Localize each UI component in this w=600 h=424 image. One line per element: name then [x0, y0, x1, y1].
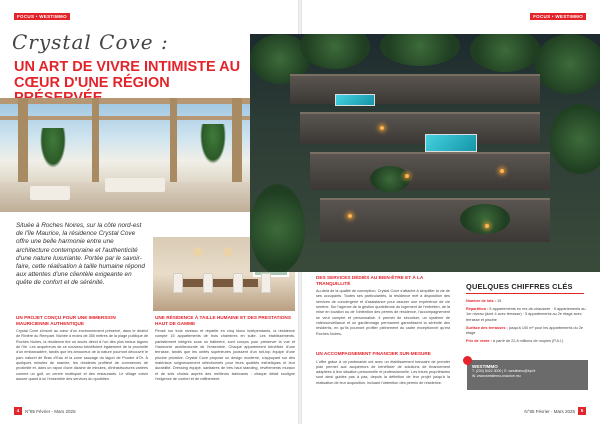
- photo-terrace: [310, 152, 550, 190]
- script-title: Crystal Cove :: [12, 30, 169, 54]
- photo-terrace: [320, 198, 550, 242]
- photo-palm: [200, 124, 226, 164]
- key-figures-title: QUELQUES CHIFFRES CLÉS: [466, 282, 573, 291]
- photo-beam: [0, 98, 250, 104]
- article-column-1: [16, 315, 148, 382]
- photo-chair: [173, 273, 183, 293]
- photo-terrace: [300, 112, 540, 144]
- photo-pool: [335, 94, 375, 106]
- photo-beam: [0, 116, 250, 120]
- article-column-3: [316, 275, 450, 337]
- photo-tree: [535, 34, 600, 94]
- photo-tree: [550, 104, 600, 174]
- headline-line-2: CŒUR D'UNE RÉGION: [14, 74, 170, 91]
- headline-line-1: UN ART DE VIVRE INTIMISTE AU: [14, 59, 241, 75]
- contact-phone-email: T. (230) 5422 3000 | E. westimmo@bpi.fr: [472, 369, 536, 373]
- photo-table: [178, 279, 258, 287]
- key-figures-rule: [466, 293, 584, 294]
- photo-tree: [370, 166, 410, 192]
- photo-palm: [40, 128, 66, 168]
- photo-chair: [261, 273, 271, 293]
- photo-tree: [460, 204, 510, 234]
- photo-tree: [380, 34, 460, 66]
- photo-sofa: [105, 178, 165, 192]
- photo-tree: [250, 184, 305, 272]
- photo-sofa: [30, 186, 70, 200]
- intro-paragraph: Située à Roches Noires, sur la côte nord-est de l'île Maurice, la résidence Crystal Cove offre une belle harmonie entre une architecture contemporaine et l'authenticité d'une nature luxuriante. Portée par le savoir-faire, cette réalisation à taille humaine répond aux attentes d'une clientèle exigeante en quête de confort et de sérénité.: [16, 222, 145, 287]
- section-tag-right: FOCUS • WESTIMMO: [530, 13, 586, 20]
- living-room-photo: [0, 98, 250, 212]
- photo-chair: [203, 273, 213, 293]
- key-figure-item: Surface des terrasses : jusqu'à 100 m² pour les appartements du 2e étage: [466, 325, 584, 336]
- key-figure-item: Prix de vente : à partir de 22,8 millions de roupies (P.A.I.): [466, 339, 564, 344]
- section-body: Crystal Cove s'inscrit au cœur d'un environnement préservé, dans le district de Rivière du Rempart. Nichée à moins de 350 mètres de la plage publique de Roches Noires, la résidence tire un accès direct à l'un des plus beaux lagons de l'île. Les acquéreurs de ce nouveau bénéficient également de la proximité d'un embarcadère, tandis que les amoureux de la nature pourront découvrir le parc naturel de Bras d'Eau et la zone sauvage du lagon de Poudre d'Or. À quelques minutes de marche, les résidents profitent de commerces de proximité et, dans un rayon d'une dizaine de minutes, d'infrastructures variées comme un golf, un centre multisport et des restaurants. Le village voisin assure quant à lui l'ensemble des services du quotidien.: [16, 329, 148, 381]
- key-figures-box: [466, 282, 588, 347]
- photo-tree: [300, 34, 370, 69]
- section-heading: UN ACCOMPAGNEMENT FINANCIER SUR-MESURE: [316, 351, 431, 356]
- section-body: Au-delà de la qualité de conception, Crystal Cove s'attache à simplifier la vie de ses occupants. Toutes ses particularités, la résidence met à disposition des services de conciergerie et d'assistance pour assurer une expérience de vie sereine. Sur l'agence de la gestion quotidienne du logement de l'entretien, de la mise en location ou de l'obtention des permis de résidence, l'accompagnement se veut complet et personnalisé. Il permet de sécuriser, un système de vidéosurveillance et un gardiennage permanent garantissent la sérénité des résidents, en qu'ils pourront profiter pleinement du cadre exceptionnel qu'est Roches Noires.: [316, 289, 450, 336]
- folio-right: [524, 407, 586, 415]
- issue-label: N°85 Février - Mars 2025: [25, 408, 76, 414]
- photo-chair: [233, 273, 243, 293]
- key-figure-item: Nombre de lots : 15: [466, 299, 502, 303]
- section-heading: DES SERVICES DÉDIÉS AU BIEN-ÊTRE ET À LA TRANQUILLITÉ: [316, 275, 424, 286]
- article-column-2: [155, 315, 295, 382]
- section-body: Pensé sur trois niveaux et répartie en cinq blocs indépendants, la résidence compte 15 appartements de trois chambres en suite. Les établissements, parfaitement intégrés sous un bâtiment, sont conçus pour préserver la vue et l'harmonie architecturale de l'ensemble. Chaque appartement bénéficie d'une terrasse, tandis que les unités supérieures jouissent d'un toit-top équipé d'une piscine privative. Crystal Cove propose un design moderne, s'appuyant sur des matériaux soigneusement sélectionnés pour leurs qualités esthétiques et leur durabilité. Dressing équipé, sanitaires de très haut standing, revêtements muraux et de sols choisis auprès des meilleurs fabricants : chaque détail souligne l'exigence de confort et de raffinement.: [155, 329, 295, 381]
- contact-website: W. www.westimmo-maurice.mu: [472, 374, 521, 378]
- photo-tree: [470, 34, 540, 72]
- page-number: 4: [14, 407, 22, 415]
- photo-light: [380, 126, 384, 130]
- contact-box: [467, 360, 588, 390]
- photo-light: [485, 224, 489, 228]
- photo-pool: [425, 134, 477, 152]
- photo-light: [348, 214, 352, 218]
- section-tag-left: FOCUS • WESTIMMO: [14, 13, 70, 20]
- photo-light: [405, 174, 409, 178]
- brand-logo-icon: [463, 356, 472, 365]
- section-body: L'offre grâce à un partenariat ont avec un établissement bancaire de premier plan permet aux acquéreurs de bénéficier de solutions de financement adaptées à leur situation personnelle et professionnelle. Les futurs propriétaires sont ainsi guidés pas à pas, depuis la définition de leur projet jusqu'à la réalisation de leur acquisition, incluant l'obtention des permis de résidence.: [316, 359, 450, 385]
- issue-label: N°85 Février - Mars 2025: [524, 408, 575, 414]
- photo-light: [500, 169, 504, 173]
- key-figure-item: Répartition : 5 appartements en rez-de-chaussée · 5 appartements au 1er niveau (dont 4 avec terrasse) · 5 appartements au 2e étage avec terrasse et piscine: [466, 307, 586, 322]
- photo-pendant-lamp: [193, 247, 203, 257]
- section-heading: UNE RÉSIDENCE À TAILLE HUMAINE ET DES PRESTATIONS HAUT DE GAMME: [155, 315, 291, 326]
- section-heading: UN PROJET CONÇU POUR UNE IMMERSION MAURICIENNE AUTHENTIQUE: [16, 315, 116, 326]
- contact-brand: WESTIMMO: [472, 364, 498, 369]
- article-column-4: [316, 351, 450, 386]
- photo-terrace: [290, 74, 540, 104]
- aerial-residence-photo: [250, 34, 600, 272]
- folio-left: [14, 407, 76, 415]
- photo-pendant-lamp: [223, 247, 233, 257]
- page-number: 5: [578, 407, 586, 415]
